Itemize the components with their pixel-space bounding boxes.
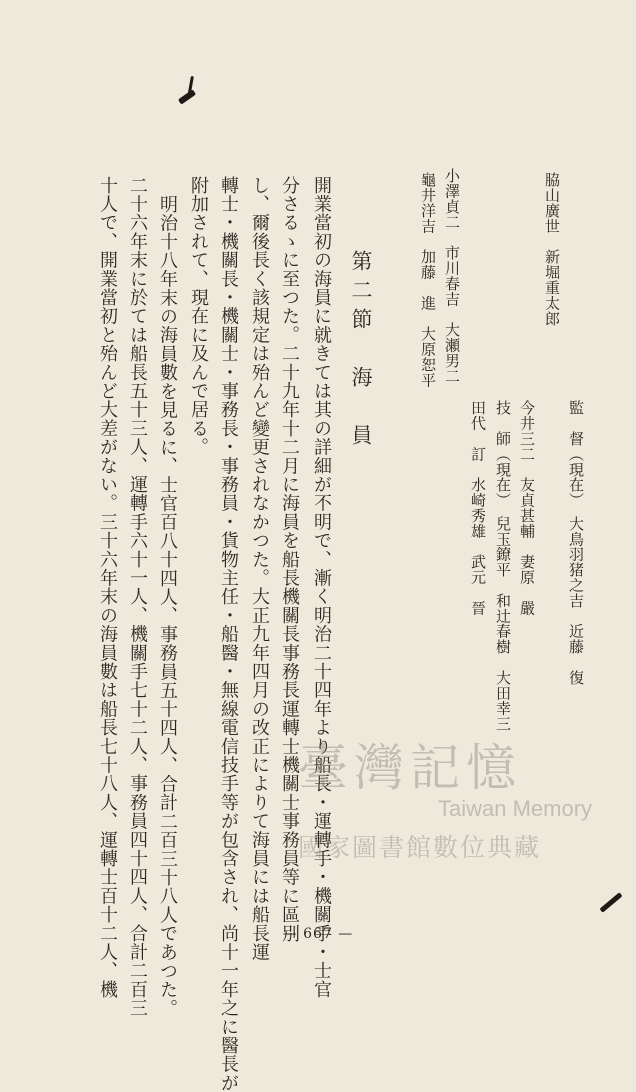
body-column: 二十六年末に於ては船長五十三人、運轉手六十一人、機關手七十二人、事務員四十四人、合計二百三 [127,176,148,1018]
body-column: 分さるゝに至つた。二十九年十二月に海員を船長機關長事務長運轉士機關士事務員等に區別 [279,176,300,943]
staff-column: 監 督（現在） 大鳥羽猪之吉 近藤 復 [567,400,585,686]
staff-column: 龜井洋吉 加藤 進 大原恕平 [419,172,437,388]
body-column: 十人で、開業當初と殆んど大差がない。三十六年末の海員數は船長七十八人、運轉士百十二人、機 [97,176,118,999]
watermark [298,728,604,888]
body-column: 附加されて、現在に及んで居る。 [188,176,209,457]
body-column: し、爾後長く該規定は殆んど變更されなかつた。大正九年四月の改正によりて海員には船長運 [249,176,270,962]
page-number: — 667 — [282,926,354,942]
body-column: 開業當初の海員に就きては其の詳細が不明で、漸く明治二十四年より船長・運轉手・機關手・士官 [311,176,332,999]
staff-column: 田代 訂 水崎秀雄 武元 晉 [469,400,487,616]
watermark-english: Taiwan Memory [438,796,593,821]
ink-mark-bottom [599,892,622,913]
staff-column: 技 師（現在） 兒玉鐐平 和辻春樹 大田幸三 [494,400,512,732]
staff-column: 今井三二 友貞甚輔 妻原 嚴 [518,400,536,616]
body-column: 明治十八年末の海員數を見るに、士官百八十四人、事務員五十四人、合計二百三十八人であつた。 [157,195,178,1018]
staff-column: 脇山廣世 新堀重太郎 [543,172,561,326]
section-title: 第二節 海 員 [349,250,373,453]
watermark-institution: 國家圖書館數位典藏 [298,833,542,862]
watermark-logo-chars: 臺灣記憶 [298,739,522,797]
staff-column: 小澤貞二 市川春吉 大瀬男二 [443,168,461,384]
body-column: 轉士・機關長・機關士・事務長・事務員・貨物主任・船醫・無線電信技手等が包含され、尚十一年之に醫長が [218,176,239,1092]
